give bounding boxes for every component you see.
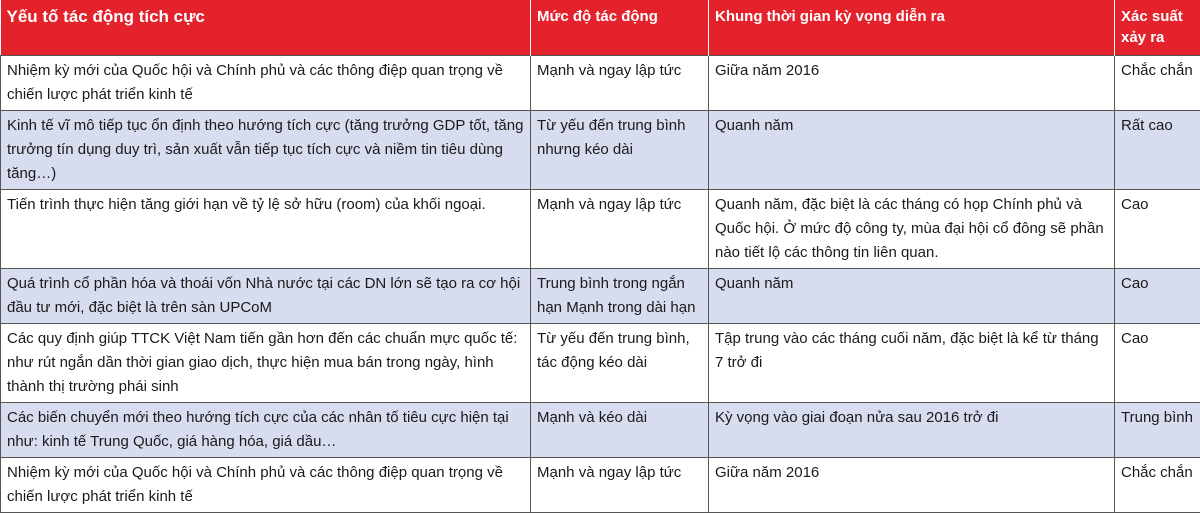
cell-probability: Cao [1115,190,1200,269]
cell-probability: Chắc chắn [1115,458,1200,513]
cell-level: Mạnh và ngay lập tức [531,190,709,269]
table-row [1,190,1200,269]
table-row [1,269,1200,324]
cell-probability: Trung bình [1115,403,1200,458]
cell-level: Từ yếu đến trung bình nhưng kéo dài [531,111,709,190]
cell-probability: Cao [1115,324,1200,403]
cell-level: Từ yếu đến trung bình, tác động kéo dài [531,324,709,403]
header-probability: Xác suất xảy ra [1115,0,1200,56]
cell-level: Mạnh và ngay lập tức [531,56,709,111]
cell-timeframe: Quanh năm [709,111,1115,190]
header-timeframe: Khung thời gian kỳ vọng diễn ra [709,0,1115,56]
header-factor: Yếu tố tác động tích cực [1,0,531,56]
cell-factor: Nhiệm kỳ mới của Quốc hội và Chính phủ và các thông điệp quan trọng về chiến lược phát triển kinh tế [1,56,531,111]
cell-probability: Rất cao [1115,111,1200,190]
cell-factor: Kinh tế vĩ mô tiếp tục ổn định theo hướng tích cực (tăng trưởng GDP tốt, tăng trưởng tín dụng duy trì, sản xuất vẫn tiếp tục tích cực và niềm tin tiêu dùng tăng…) [1,111,531,190]
cell-timeframe: Quanh năm [709,269,1115,324]
table-row [1,403,1200,458]
header-level: Mức độ tác động [531,0,709,56]
table-row [1,111,1200,190]
cell-level: Trung bình trong ngắn hạn Mạnh trong dài hạn [531,269,709,324]
header-row [1,0,1200,56]
cell-factor: Tiến trình thực hiện tăng giới hạn về tỷ lệ sở hữu (room) của khối ngoại. [1,190,531,269]
table-row [1,324,1200,403]
cell-probability: Cao [1115,269,1200,324]
cell-level: Mạnh và ngay lập tức [531,458,709,513]
cell-factor: Các quy định giúp TTCK Việt Nam tiến gần hơn đến các chuẩn mực quốc tế: như rút ngắn dần thời gian giao dịch, thực hiện mua bán trong ngày, hình thành thị trường phái sinh [1,324,531,403]
cell-factor: Nhiệm kỳ mới của Quốc hội và Chính phủ và các thông điệp quan trọng về chiến lược phát triển kinh tế [1,458,531,513]
cell-timeframe: Quanh năm, đặc biệt là các tháng có họp Chính phủ và Quốc hội. Ở mức độ công ty, mùa đại hội cổ đông sẽ phần nào tiết lộ các thông tin liên quan. [709,190,1115,269]
cell-factor: Các biến chuyển mới theo hướng tích cực của các nhân tố tiêu cực hiện tại như: kinh tế Trung Quốc, giá hàng hóa, giá dầu… [1,403,531,458]
cell-factor: Quá trình cổ phần hóa và thoái vốn Nhà nước tại các DN lớn sẽ tạo ra cơ hội đầu tư mới, đặc biệt là trên sàn UPCoM [1,269,531,324]
table-row [1,458,1200,513]
cell-timeframe: Kỳ vọng vào giai đoạn nửa sau 2016 trở đi [709,403,1115,458]
cell-timeframe: Giữa năm 2016 [709,56,1115,111]
table-row [1,56,1200,111]
cell-probability: Chắc chắn [1115,56,1200,111]
cell-timeframe: Tập trung vào các tháng cuối năm, đặc biệt là kể từ tháng 7 trở đi [709,324,1115,403]
cell-timeframe: Giữa năm 2016 [709,458,1115,513]
cell-level: Mạnh và kéo dài [531,403,709,458]
